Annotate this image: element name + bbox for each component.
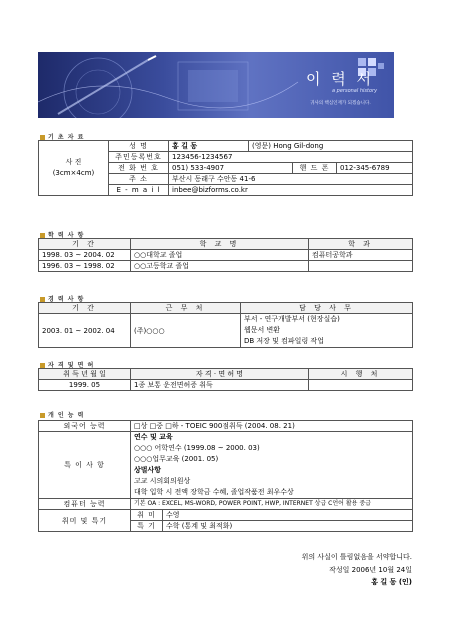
special-line: 연수 및 교육	[134, 433, 173, 441]
education-period: 1996. 03 ~ 1998. 02	[39, 261, 131, 272]
mobile-label: 핸 드 폰	[293, 163, 337, 174]
duty-item: 부서 - 연구개발부서 (현장실습)	[244, 315, 340, 323]
header-banner	[38, 52, 394, 118]
license-header-issuer: 시 행 처	[309, 369, 413, 380]
signature: 홍 길 동 (인)	[371, 578, 412, 586]
career-company: (주)○○○	[131, 314, 241, 348]
bullet-icon	[40, 233, 45, 238]
duty-item: DB 저장 및 컴파일링 작업	[244, 337, 324, 345]
education-major: 컴퓨터공학과	[309, 250, 413, 261]
mobile-value: 012-345-6789	[337, 163, 413, 174]
education-school: ○○고등학교 졸업	[131, 261, 309, 272]
special-line: 상벌사항	[134, 466, 162, 474]
section-personal-heading: 개 인 능 력	[40, 410, 84, 419]
special-notes	[131, 432, 413, 499]
career-header-duties: 담 당 사 무	[241, 303, 413, 314]
hobby-group-label: 취미 및 특기	[39, 510, 131, 532]
table-row	[39, 261, 413, 272]
bullet-icon	[40, 297, 45, 302]
written-date: 작성일 2006년 10월 24일	[329, 566, 412, 574]
special-line: ○○○업무교육 (2001. 05)	[134, 455, 219, 463]
photo-size: (3cm×4cm)	[52, 169, 95, 177]
talent-value: 수학 (통계 및 최적화)	[163, 521, 413, 532]
special-label: 특 이 사 항	[39, 432, 131, 499]
bullet-icon	[40, 413, 45, 418]
personal-table	[38, 420, 413, 532]
hobby-label: 취 미	[131, 510, 163, 521]
computer-label: 컴퓨터 능력	[39, 499, 131, 510]
photo-box	[39, 141, 109, 196]
english-name-value: (영문) Hong Gil-dong	[249, 141, 413, 152]
education-table	[38, 238, 413, 272]
table-row	[39, 314, 413, 348]
bullet-icon	[40, 363, 45, 368]
career-header-company: 근 무 처	[131, 303, 241, 314]
phone-label: 전 화 번 호	[109, 163, 169, 174]
license-header-name: 자 격 · 면 허 명	[131, 369, 309, 380]
pledge-statement: 위의 사실이 틀림없음을 서약합니다.	[301, 553, 412, 561]
id-label: 주민등록번호	[109, 152, 169, 163]
education-header-period: 기 간	[39, 239, 131, 250]
special-line: 대학 입학 시 전액 장학금 수혜, 졸업작품전 최우수상	[134, 488, 294, 496]
table-row	[39, 380, 413, 391]
section-license-heading: 자 격 및 면 허	[40, 360, 94, 369]
document-subtitle: a personal history	[332, 88, 378, 94]
document-title: 이 력 서	[306, 70, 375, 88]
hobby-value: 수영	[163, 510, 413, 521]
education-header-major: 학 과	[309, 239, 413, 250]
section-basic-heading: 기 초 자 료	[40, 132, 84, 141]
special-line: ○○○ 어학연수 (1999.08 ~ 2000. 03)	[134, 444, 260, 452]
license-table	[38, 368, 413, 391]
table-row	[39, 250, 413, 261]
basic-info-table	[38, 140, 413, 196]
name-label: 성 명	[109, 141, 169, 152]
education-period: 1998. 03 ~ 2004. 02	[39, 250, 131, 261]
career-header-period: 기 간	[39, 303, 131, 314]
talent-label: 특 기	[131, 521, 163, 532]
computer-value: 기본 OA : EXCEL, MS-WORD, POWER POINT, HWP, INTERNET 상급 C언어 활용 중급	[131, 499, 413, 510]
education-school: ○○대학교 졸업	[131, 250, 309, 261]
phone-value: 051) 533-4907	[169, 163, 293, 174]
career-period: 2003. 01 ~ 2002. 04	[39, 314, 131, 348]
email-label: E - m a i l	[109, 185, 169, 196]
career-duties	[241, 314, 413, 348]
tagline: 귀사의 핵심인재가 되겠습니다.	[310, 101, 371, 106]
section-education-heading: 학 력 사 항	[40, 230, 84, 239]
license-name: 1종 보통 운전면허증 취득	[131, 380, 309, 391]
career-table	[38, 302, 413, 348]
language-label: 외국어 능력	[39, 421, 131, 432]
address-value: 부산시 동래구 수안동 41-6	[169, 174, 413, 185]
section-career-heading: 경 력 사 항	[40, 294, 84, 303]
education-header-school: 학 교 명	[131, 239, 309, 250]
license-header-date: 취 득 년 월 일	[39, 369, 131, 380]
photo-label: 사 진	[65, 158, 82, 166]
education-major	[309, 261, 413, 272]
license-issuer	[309, 380, 413, 391]
language-value: □상 □중 □하 - TOEIC 900점취득 (2004. 08. 21)	[131, 421, 413, 432]
name-value: 홍 길 동	[169, 141, 249, 152]
bullet-icon	[40, 135, 45, 140]
duty-item: 웹문서 변환	[244, 326, 281, 334]
license-date: 1999. 05	[39, 380, 131, 391]
id-value: 123456-1234567	[169, 152, 413, 163]
address-label: 주 소	[109, 174, 169, 185]
special-line: 고교 시의회의원상	[134, 477, 191, 485]
email-value: inbee@bizforms.co.kr	[169, 185, 413, 196]
